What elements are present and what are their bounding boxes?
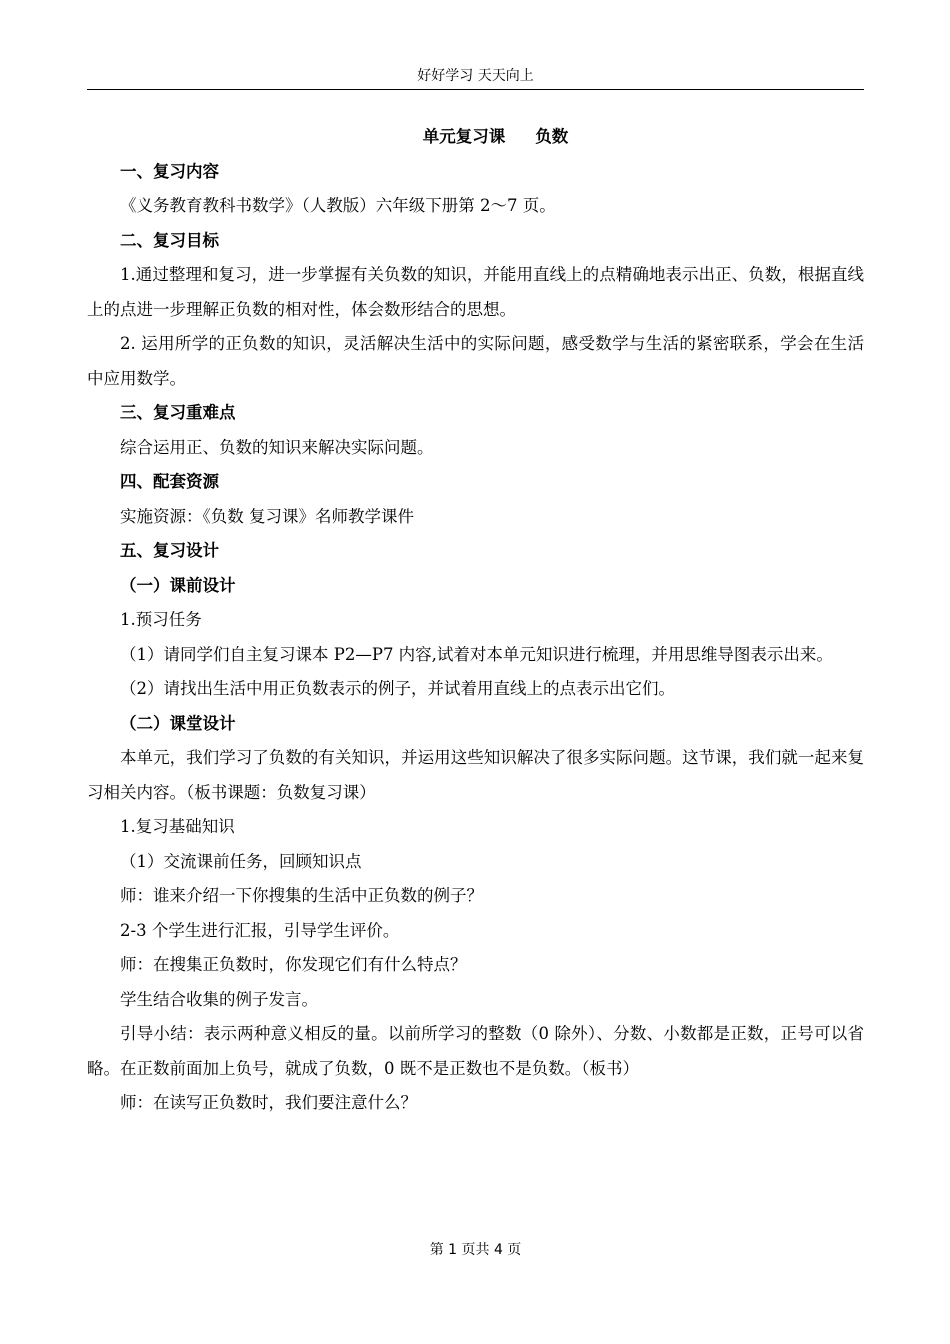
paragraph: （1）交流课前任务，回顾知识点 xyxy=(120,851,362,871)
title-part-1: 单元复习课 xyxy=(422,127,506,146)
section-heading: （二）课堂设计 xyxy=(120,713,236,733)
paragraph: （2）请找出生活中用正负数表示的例子，并试着用直线上的点表示出它们。 xyxy=(120,679,675,698)
paragraph: （1）请同学们自主复习课本 P2—P7 内容,试着对本单元知识进行梳理，并用思维导图表示出来。 xyxy=(120,644,833,664)
paragraph: 本单元，我们学习了负数的有关知识，并运用这些知识解决了很多实际问题。这节课，我们就一起来复习相关内容。（板书课题：负数复习课） xyxy=(87,748,864,802)
paragraph: 学生结合收集的例子发言。 xyxy=(120,989,318,1009)
title-part-2: 负数 xyxy=(535,127,569,146)
section-heading: 三、复习重难点 xyxy=(120,403,236,422)
page-footer: 第 1 页共 4 页 xyxy=(429,1242,522,1258)
page-header: 好好学习 天天向上 xyxy=(417,68,534,84)
paragraph: 1.复习基础知识 xyxy=(120,817,235,836)
paragraph: 综合运用正、负数的知识来解决实际问题。 xyxy=(120,437,434,457)
document-body xyxy=(87,120,864,1121)
section-heading: （一）课前设计 xyxy=(120,575,236,595)
paragraph: 《义务教育教科书数学》（人教版）六年级下册第 2～7 页。 xyxy=(120,196,556,215)
paragraph: 实施资源：《负数 复习课》名师教学课件 xyxy=(120,506,414,526)
paragraph: 师：在读写正负数时，我们要注意什么？ xyxy=(120,1093,417,1112)
document-sections xyxy=(87,155,864,1121)
section-heading: 四、配套资源 xyxy=(120,472,219,491)
section-heading: 五、复习设计 xyxy=(120,541,219,560)
paragraph: 2-3 个学生进行汇报，引导学生评价。 xyxy=(120,920,400,940)
paragraph: 师：谁来介绍一下你搜集的生活中正负数的例子？ xyxy=(120,886,483,905)
section-heading: 二、复习目标 xyxy=(120,230,219,250)
paragraph: 1.预习任务 xyxy=(120,610,202,629)
paragraph: 师：在搜集正负数时，你发现它们有什么特点？ xyxy=(120,955,467,974)
paragraph: 1.通过整理和复习，进一步掌握有关负数的知识，并能用直线上的点精确地表示出正、负数，根据直线上的点进一步理解正负数的相对性，体会数形结合的思想。 xyxy=(87,265,864,319)
paragraph: 2. 运用所学的正负数的知识，灵活解决生活中的实际问题，感受数学与生活的紧密联系，学会在生活中应用数学。 xyxy=(87,334,864,388)
paragraph: 引导小结：表示两种意义相反的量。以前所学习的整数（0 除外）、分数、小数都是正数，正号可以省略。在正数前面加上负号，就成了负数，0 既不是正数也不是负数。（板书） xyxy=(87,1024,864,1078)
header-divider xyxy=(87,89,864,90)
section-heading: 一、复习内容 xyxy=(120,161,219,181)
document-title xyxy=(87,120,864,155)
